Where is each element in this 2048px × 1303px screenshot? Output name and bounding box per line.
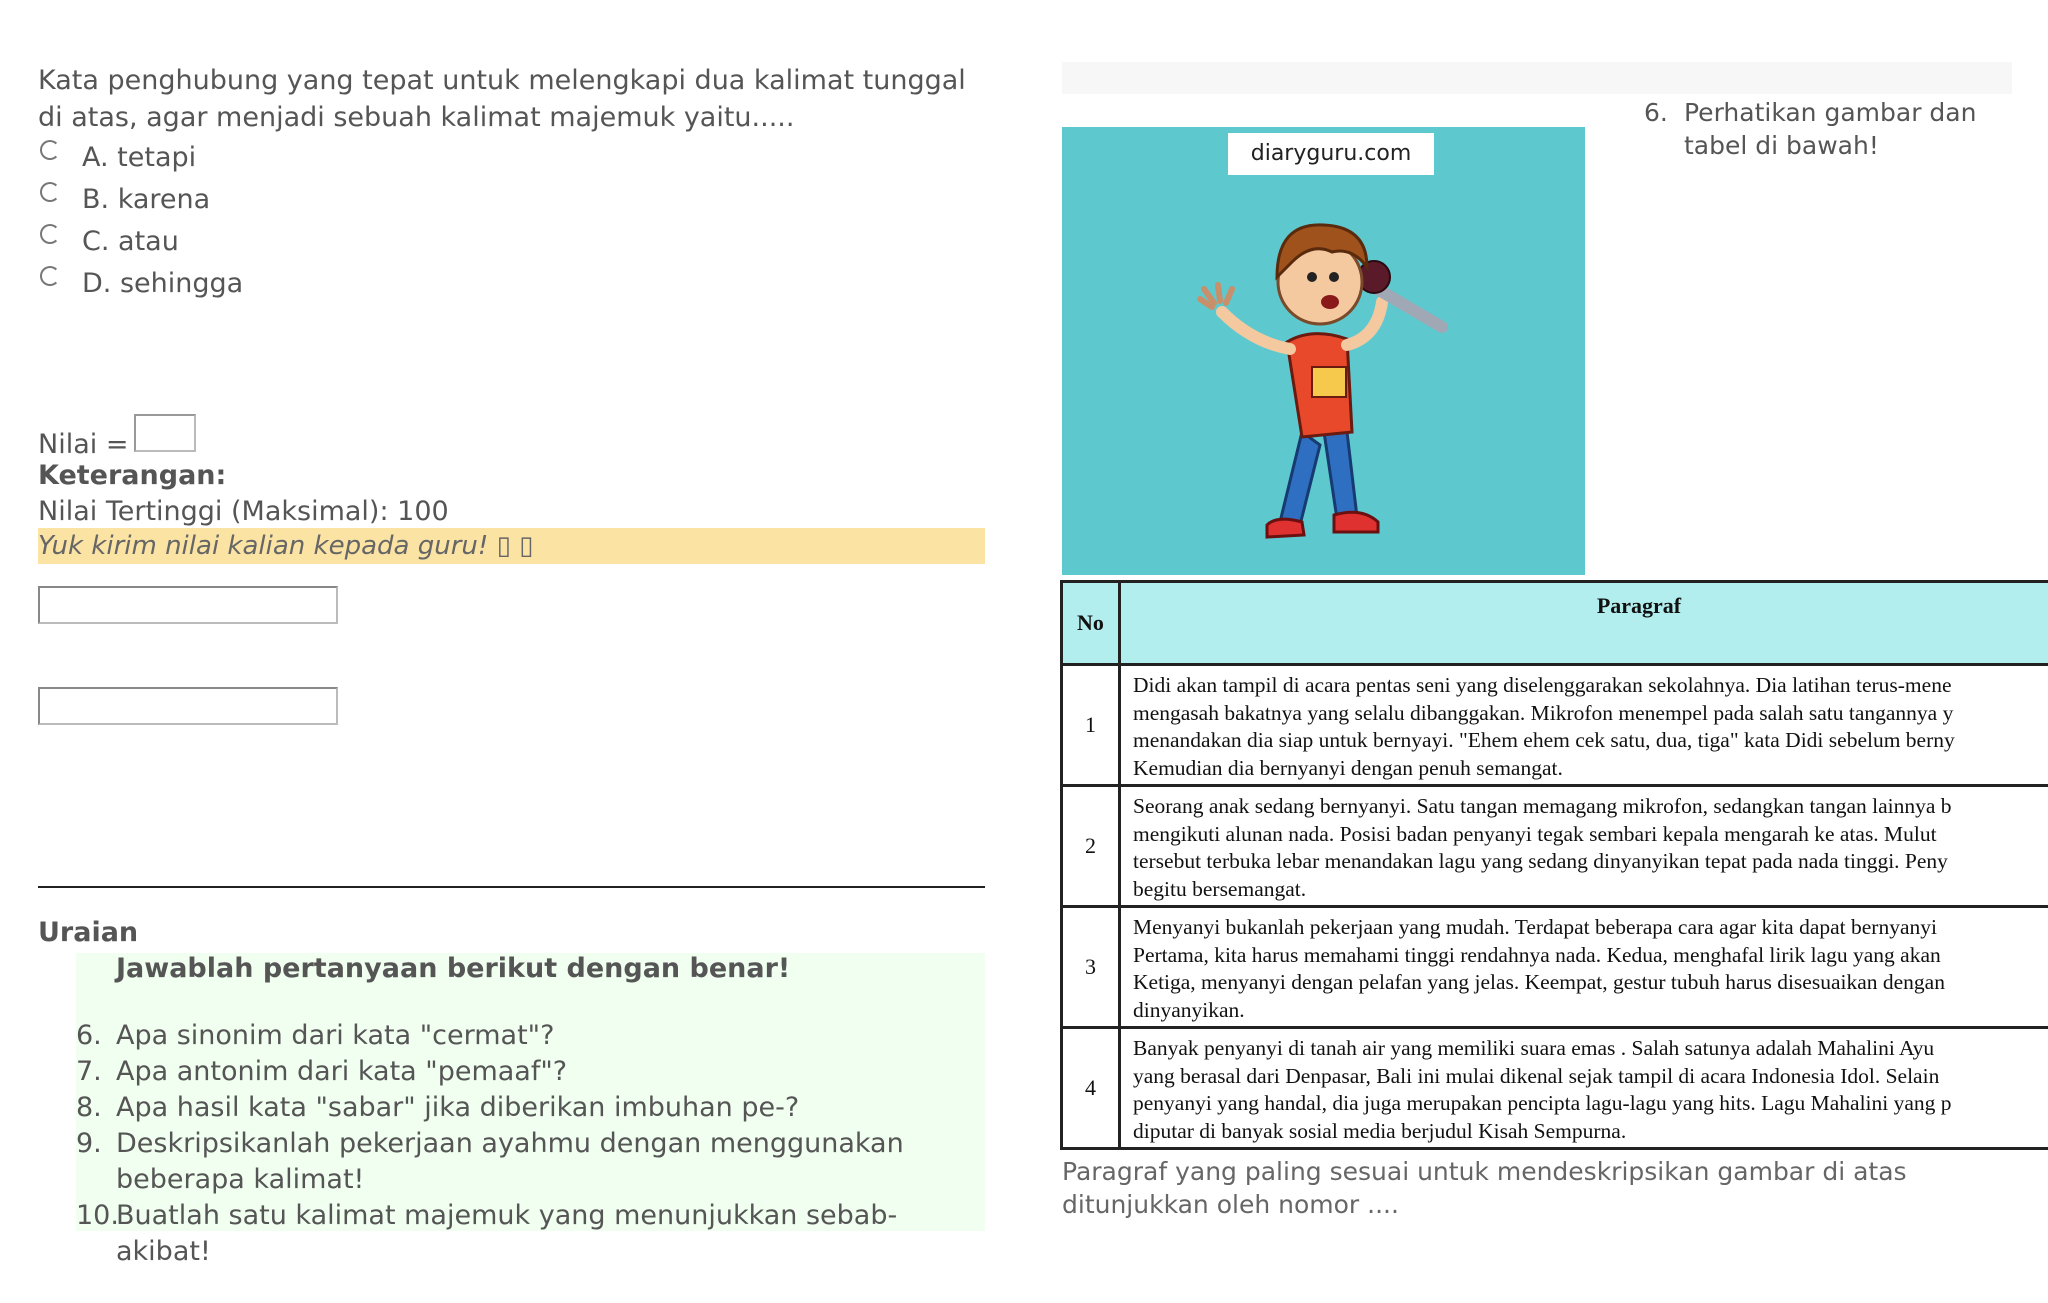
max-score-text: Nilai Tertinggi (Maksimal): 100 <box>38 496 449 527</box>
essay-question: 6. Apa sinonim dari kata "cermat"? <box>76 1020 555 1051</box>
option-c[interactable] <box>40 226 179 257</box>
row-paragraph: Seorang anak sedang bernyanyi. Satu tangan memagang mikrofon, sedangkan tangan lainnya b mengikuti alunan nada. Posisi badan penyanyi tegak sembari kepala mengarah ke atas. Mulut tersebut terbuka lebar menandakan lagu yang sedang dinyanyikan tepat pada nada tinggi. Peny begitu bersemangat. <box>1120 786 2048 907</box>
class-input[interactable] <box>38 687 338 725</box>
singer-illustration <box>1062 127 1585 575</box>
header-paragraf: Paragraf <box>1120 582 2048 665</box>
radio-icon[interactable] <box>40 266 60 286</box>
option-label: A. tetapi <box>82 142 197 173</box>
row-paragraph: Menyanyi bukanlah pekerjaan yang mudah. Terdapat beberapa cara agar kita dapat bernyanyi Pertama, kita harus memahami tinggi rendahnya nada. Kedua, menghafal lirik lagu yang akan Ketiga, menyanyi dengan pelafan yang jelas. Keempat, gestur tubuh harus disesuaikan dengan dinyanyikan. <box>1120 907 2048 1028</box>
essay-question: 9. Deskripsikanlah pekerjaan ayahmu dengan menggunakan beberapa kalimat! <box>76 1128 904 1195</box>
option-label: C. atau <box>82 226 179 257</box>
table-row <box>1062 1028 2048 1149</box>
question-text: Kata penghubung yang tepat untuk melengkapi dua kalimat tunggal di atas, agar menjadi sebuah kalimat majemuk yaitu..... <box>38 65 966 133</box>
essay-question: 8. Apa hasil kata "sabar" jika diberikan imbuhan pe-? <box>76 1092 800 1123</box>
row-number: 3 <box>1062 907 1120 1028</box>
score-label: Nilai = <box>38 429 129 460</box>
table-row <box>1062 786 2048 907</box>
row-number: 2 <box>1062 786 1120 907</box>
table-row <box>1062 907 2048 1028</box>
row-paragraph: Banyak penyanyi di tanah air yang memiliki suara emas . Salah satunya adalah Mahalini Ayu yang berasal dari Denpasar, Bali ini mulai dikenal sejak tampil di acara Indonesia Idol. Selain penyanyi yang handal, dia juga merupakan pencipta lagu-lagu yang hits. Lagu Mahalini yang p diputar di banyak sosial media berjudul Kisah Sempurna. <box>1120 1028 2048 1149</box>
radio-icon[interactable] <box>40 224 60 244</box>
row-paragraph: Didi akan tampil di acara pentas seni yang diselenggarakan sekolahnya. Dia latihan terus-mene mengasah bakatnya yang selalu dibanggakan. Mikrofon menempel pada salah satu tangannya y menandakan dia siap untuk bernyayi. "Ehem ehem cek satu, dua, tiga" kata Didi sebelum berny Kemudian dia bernyanyi dengan penuh semangat. <box>1120 665 2048 786</box>
option-a[interactable] <box>40 142 196 173</box>
essay-question: 7. Apa antonim dari kata "pemaaf"? <box>76 1056 568 1087</box>
question-6-prompt: Paragraf yang paling sesuai untuk mendeskripsikan gambar di atas ditunjukkan oleh nomor .... <box>1062 1157 1907 1219</box>
option-label: B. karena <box>82 184 211 215</box>
paragraph-table <box>1060 580 2048 1150</box>
essay-question-list <box>76 1018 976 1270</box>
essay-question: 10. Buatlah satu kalimat majemuk yang menunjukkan sebab-akibat! <box>76 1200 898 1267</box>
score-row <box>38 422 196 460</box>
header-no: No <box>1062 582 1120 665</box>
send-score-banner: Yuk kirim nilai kalian kepada guru! ▯ ▯ <box>38 528 985 564</box>
essay-instruction: Jawablah pertanyaan berikut dengan benar! <box>116 953 791 984</box>
option-d[interactable] <box>40 268 243 299</box>
row-number: 4 <box>1062 1028 1120 1149</box>
question-6 <box>1644 96 1984 162</box>
boy-singing-illustration <box>1062 127 1585 575</box>
radio-icon[interactable] <box>40 140 60 160</box>
question-number: 6. <box>1644 98 1668 127</box>
section-title: Uraian <box>38 917 139 948</box>
question-6-text: Perhatikan gambar dan tabel di bawah! <box>1684 98 1977 160</box>
top-bar <box>1062 62 2012 94</box>
divider <box>38 886 985 888</box>
table-header-row <box>1062 582 2048 665</box>
option-label: D. sehingga <box>82 268 244 299</box>
name-input[interactable] <box>38 586 338 624</box>
row-number: 1 <box>1062 665 1120 786</box>
notes-heading: Keterangan: <box>38 460 227 491</box>
radio-icon[interactable] <box>40 182 60 202</box>
watermark: diaryguru.com <box>1228 133 1434 175</box>
table-row <box>1062 665 2048 786</box>
score-field[interactable] <box>134 414 196 452</box>
option-b[interactable] <box>40 184 210 215</box>
